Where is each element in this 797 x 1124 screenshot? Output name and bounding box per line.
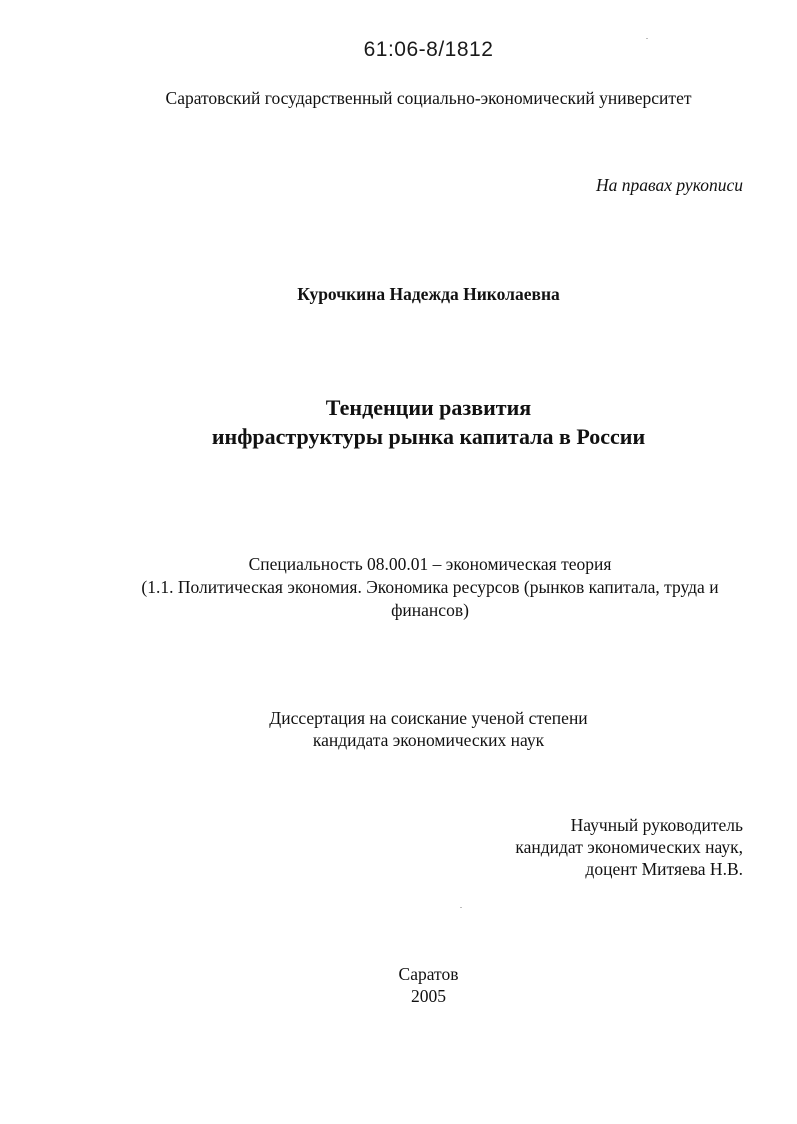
specialty-block <box>100 553 760 622</box>
university-name: Саратовский государственный социально-экономический университет <box>165 88 692 108</box>
title-line: Тенденции развития <box>325 395 532 420</box>
supervisor-line: Научный руководитель <box>570 815 743 835</box>
specialty-line: (1.1. Политическая экономия. Экономика ресурсов (рынков капитала, труда и <box>141 577 719 597</box>
dissertation-title <box>0 393 797 451</box>
city-year-block <box>0 963 797 1007</box>
supervisor-line: доцент Митяева Н.В. <box>585 859 743 879</box>
degree-line: Диссертация на соискание ученой степени <box>269 708 588 728</box>
title-line: инфраструктуры рынка капитала в России <box>211 424 646 449</box>
catalog-number: 61:06-8/1812 <box>363 38 494 61</box>
year: 2005 <box>411 986 446 1006</box>
supervisor-line: кандидат экономических наук, <box>515 837 743 857</box>
degree-statement <box>0 707 797 751</box>
author-name: Курочкина Надежда Николаевна <box>297 284 560 304</box>
specialty-line: Специальность 08.00.01 – экономическая теория <box>248 554 612 574</box>
degree-line: кандидата экономических наук <box>312 730 545 750</box>
supervisor-block <box>515 814 743 880</box>
scan-speck <box>646 38 648 39</box>
specialty-line: финансов) <box>391 600 469 620</box>
manuscript-note: На правах рукописи <box>596 175 743 195</box>
scan-speck <box>460 907 462 908</box>
city: Саратов <box>398 964 459 984</box>
